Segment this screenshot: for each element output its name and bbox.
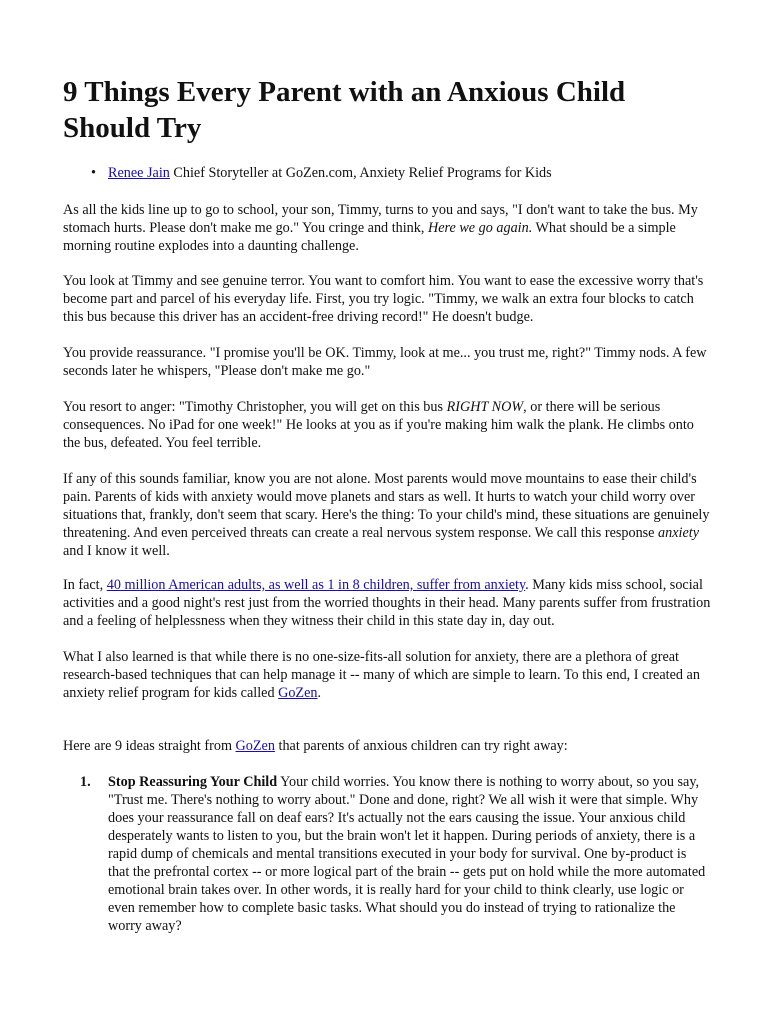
paragraph-1-text-b: What should be a simple morning routine explodes into a daunting challenge. <box>63 220 676 254</box>
paragraph-2: You look at Timmy and see genuine terror. You want to comfort him. You want to ease the excessive worry that's become part and parcel of his everyday life. First, you try logic. "Timmy, we walk an extra four blocks to catch this bus because this driver has an accident-free driving record!" He doesn't budge. <box>63 273 704 325</box>
paragraph-6-text-b: . Many kids miss school, social activities and a good night's rest just from the worried thoughts in their head. Many parents suffer from frustration and a feeling of helplessness when they witness their child in this state day in, day out. <box>63 577 711 629</box>
author-link[interactable]: Renee Jain <box>108 165 170 181</box>
paragraph-6 <box>63 576 711 630</box>
paragraph-8-text-a: Here are 9 ideas straight from <box>63 738 236 754</box>
gozen-link-2[interactable]: GoZen <box>235 738 275 754</box>
anxiety-statistics-link[interactable]: 40 million American adults, as well as 1 in 8 children, suffer from anxiety <box>106 577 526 593</box>
tip-number: 1. <box>80 774 91 790</box>
author-description: Chief Storyteller at GoZen.com, Anxiety Relief Programs for Kids <box>169 165 552 181</box>
paragraph-5-text-a: If any of this sounds familiar, know you are not alone. Most parents would move mountains to ease their child's pain. Parents of kids with anxiety would move planets and stars as well. It hurts to watch your child worry over situations that, frankly, don't seem that scary. Here's the thing: To your child's mind, these situations are genuinely threatening. And even perceived threats can create a real nervous system response. We call this response <box>63 471 710 541</box>
paragraph-1-emphasis: Here we go again. <box>427 220 533 236</box>
paragraph-4-text-a: You resort to anger: "Timothy Christopher, you will get on this bus <box>63 399 447 415</box>
list-item <box>63 773 711 935</box>
paragraph-7 <box>63 648 711 702</box>
author-byline <box>63 164 703 182</box>
tip-text: Your child worries. You know there is nothing to worry about, so you say, "Trust me. There's nothing to worry about." Done and done, right? We all wish it were that simple. Why does your reassurance fall on deaf ears? It's actually not the ears causing the issue. Your anxious child desperately wants to listen to you, but the brain won't let it happen. During periods of anxiety, there is a rapid dump of chemicals and mental transitions executed in your body for survival. One by-product is that the prefrontal cortex -- or more logical part of the brain -- gets put on hold while the more automated emotional brain takes over. In other words, it is really hard for your child to think clearly, use logic or even remember how to complete basic tasks. What should you do instead of trying to rationalize the worry away? <box>108 774 706 934</box>
paragraph-1 <box>63 201 711 255</box>
paragraph-7-text-b: . <box>317 685 322 701</box>
tip-heading: Stop Reassuring Your Child <box>108 774 278 790</box>
paragraph-6-text-a: In fact, <box>63 577 107 593</box>
paragraph-4 <box>63 398 711 452</box>
paragraph-5-text-b: and I know it well. <box>63 543 170 559</box>
paragraph-1-text-a: As all the kids line up to go to school, your son, Timmy, turns to you and says, "I don't want to take the bus. My stomach hurts. Please don't make me go." You cringe and think, <box>63 202 698 236</box>
paragraph-4-emphasis: RIGHT NOW <box>446 399 524 415</box>
tips-list <box>63 773 711 935</box>
paragraph-3: You provide reassurance. "I promise you'll be OK. Timmy, look at me... you trust me, right?" Timmy nods. A few seconds later he whispers, "Please don't make me go." <box>63 345 707 379</box>
gozen-link[interactable]: GoZen <box>278 685 318 701</box>
paragraph-7-text-a: What I also learned is that while there is no one-size-fits-all solution for anxiety, there are a plethora of great research-based techniques that can help manage it -- many of which are simple to learn. To this end, I created an anxiety relief program for kids called <box>63 649 700 701</box>
paragraph-8-text-b: that parents of anxious children can try right away: <box>274 738 568 754</box>
paragraph-5-emphasis: anxiety <box>658 525 699 541</box>
paragraph-4-text-b: , or there will be serious consequences. No iPad for one week!" He looks at you as if you're making him walk the plank. He climbs onto the bus, defeated. You feel terrible. <box>63 399 694 451</box>
paragraph-8 <box>63 737 711 755</box>
author-byline-item <box>63 164 703 182</box>
article-title: 9 Things Every Parent with an Anxious Child Should Try <box>63 76 626 144</box>
paragraph-5 <box>63 470 711 560</box>
